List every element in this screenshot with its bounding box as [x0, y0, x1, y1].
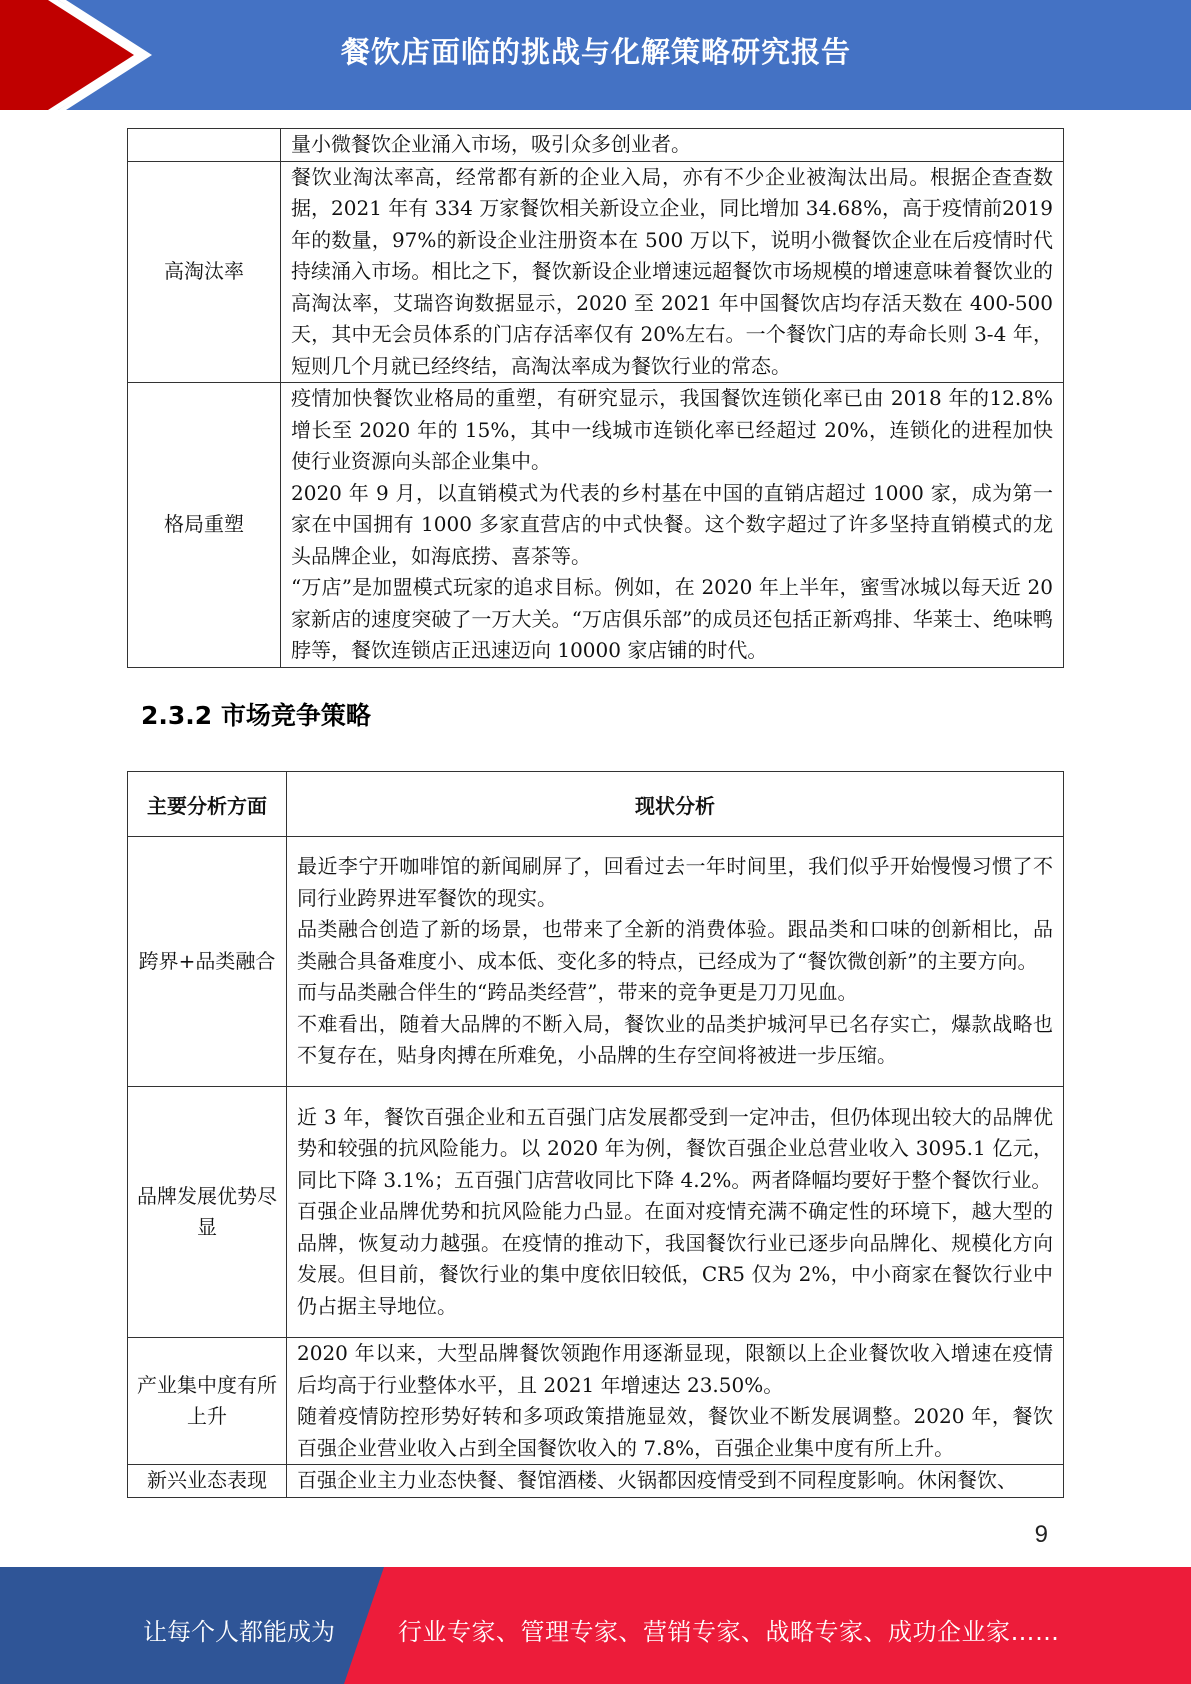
document-title: 餐饮店面临的挑战与化解策略研究报告: [340, 35, 851, 69]
section-heading: 2.3.2 市场竞争策略: [141, 701, 371, 730]
content-paragraph: 量小微餐饮企业涌入市场，吸引众多创业者。: [291, 132, 691, 156]
table-market-situation: [127, 128, 1064, 668]
content-paragraph: 2020 年以来，大型品牌餐饮领跑作用逐渐显现，限额以上企业餐饮收入增速在疫情后均高于行业整体水平，且 2021 年增速达 23.50%。: [297, 1341, 1053, 1397]
table-row: [128, 383, 1064, 668]
row-label: [128, 129, 281, 162]
row-label: 新兴业态表现: [128, 1465, 287, 1498]
page-number: 9: [1034, 1521, 1048, 1548]
content-paragraph: 而与品类融合伴生的“跨品类经营”，带来的竞争更是刀刀见血。: [297, 980, 858, 1005]
table-row: [128, 161, 1064, 383]
content-paragraph: “万店”是加盟模式玩家的追求目标。例如，在 2020 年上半年，蜜雪冰城以每天近 20 家新店的速度突破了一万大关。“万店俱乐部”的成员还包括正新鸡排、华莱士、绝味鸭脖等，餐饮连锁店正迅速迈向 10000 家店铺的时代。: [291, 575, 1053, 662]
footer-slogan-right: 行业专家、管理专家、营销专家、战略专家、成功企业家……: [398, 1618, 1060, 1646]
row-label: 跨界+品类融合: [128, 837, 287, 1087]
page-header: [0, 0, 1191, 110]
row-label: 格局重塑: [128, 383, 281, 668]
table-competition-strategy: [127, 771, 1064, 1498]
content-paragraph: 不难看出，随着大品牌的不断入局，餐饮业的品类护城河早已名存实亡，爆款战略也不复存在，贴身肉搏在所难免，小品牌的生存空间将被进一步压缩。: [297, 1011, 1053, 1068]
row-content: [287, 1465, 1064, 1498]
row-content: [281, 161, 1064, 383]
row-content: [281, 383, 1064, 668]
table-row: [128, 1338, 1064, 1465]
content-paragraph: 餐饮业淘汰率高，经常都有新的企业入局，亦有不少企业被淘汰出局。根据企查查数据，2021 年有 334 万家餐饮相关新设立企业，同比增加 34.68%，高于疫情前2019 年的数量，97%的新设企业注册资本在 500 万以下，说明小微餐饮企业在后疫情时代持续涌入市场。相比之下，餐饮新设企业增速远超餐饮市场规模的增速意味着餐饮业的高淘汰率，艾瑞咨询数据显示，2020 至 2021 年中国餐饮店均存活天数在 400-500 天，其中无会员体系的门店存活率仅有 20%左右。一个餐饮门店的寿命长则 3-4 年，短则几个月就已经终结，高淘汰率成为餐饮行业的常态。: [291, 164, 1053, 378]
content-paragraph: 品类融合创造了新的场景，也带来了全新的消费体验。跟品类和口味的创新相比，品类融合具备难度小、成本低、变化多的特点，已经成为了“餐饮微创新”的主要方向。: [297, 917, 1053, 973]
row-label: 品牌发展优势尽显: [128, 1087, 287, 1338]
table-row: [128, 1087, 1064, 1338]
row-content: [281, 129, 1064, 162]
column-header-aspect: 主要分析方面: [128, 772, 287, 837]
content-paragraph: 百强企业品牌优势和抗风险能力凸显。在面对疫情充满不确定性的环境下，越大型的品牌，恢复动力越强。在疫情的推动下，我国餐饮行业已逐步向品牌化、规模化方向发展。但目前，餐饮行业的集中度依旧较低，CR5 仅为 2%，中小商家在餐饮行业中仍占据主导地位。: [297, 1199, 1053, 1318]
content-paragraph: 近 3 年，餐饮百强企业和五百强门店发展都受到一定冲击，但仍体现出较大的品牌优势和较强的抗风险能力。以 2020 年为例，餐饮百强企业总营业收入 3095.1 亿元，同比下降 3.1%；五百强门店营收同比下降 4.2%。两者降幅均要好于整个餐饮行业。: [297, 1104, 1053, 1192]
row-content: [287, 1338, 1064, 1465]
content-paragraph: 最近李宁开咖啡馆的新闻刷屏了，回看过去一年时间里，我们似乎开始慢慢习惯了不同行业跨界进军餐饮的现实。: [297, 854, 1053, 910]
footer-slogan-left: 让每个人都能成为: [143, 1618, 335, 1646]
row-label: 产业集中度有所上升: [128, 1338, 287, 1465]
table-header-row: [128, 772, 1064, 837]
row-content: [287, 1087, 1064, 1338]
column-header-analysis: 现状分析: [287, 772, 1064, 837]
content-paragraph: 疫情加快餐饮业格局的重塑，有研究显示，我国餐饮连锁化率已由 2018 年的12.8%增长至 2020 年的 15%，其中一线城市连锁化率已经超过 20%，连锁化的进程加快使行业资源向头部企业集中。: [291, 386, 1053, 473]
row-label: 高淘汰率: [128, 161, 281, 383]
table-row: [128, 129, 1064, 162]
content-paragraph: 随着疫情防控形势好转和多项政策措施显效，餐饮业不断发展调整。2020 年，餐饮百强企业营业收入占到全国餐饮收入的 7.8%，百强企业集中度有所上升。: [297, 1404, 1053, 1460]
page-footer: [0, 1567, 1191, 1684]
row-content: [287, 837, 1064, 1087]
content-paragraph: 2020 年 9 月，以直销模式为代表的乡村基在中国的直销店超过 1000 家，成为第一家在中国拥有 1000 多家直营店的中式快餐。这个数字超过了许多坚持直销模式的龙头品牌企业，如海底捞、喜茶等。: [291, 480, 1053, 568]
content-paragraph: 百强企业主力业态快餐、餐馆酒楼、火锅都因疫情受到不同程度影响。休闲餐饮、: [297, 1468, 1017, 1492]
table-row: [128, 1465, 1064, 1498]
table-row: [128, 837, 1064, 1087]
